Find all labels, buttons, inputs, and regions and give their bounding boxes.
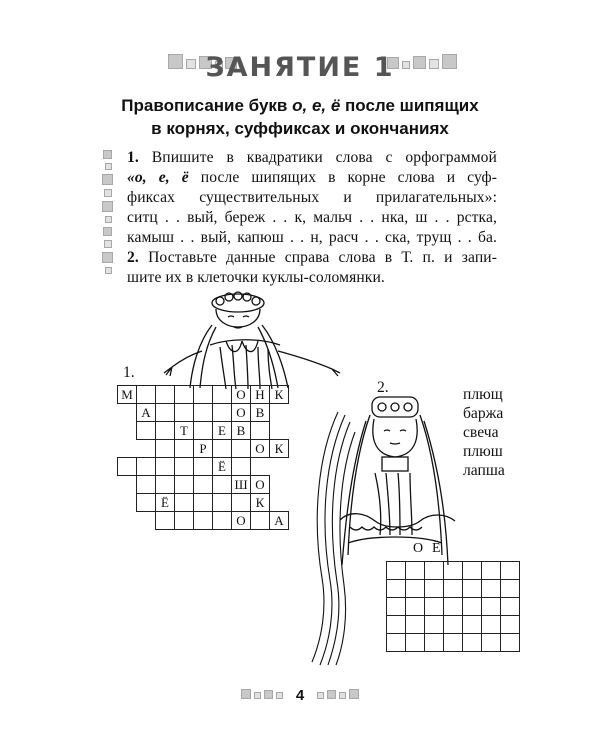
grid-cell[interactable] [156, 422, 175, 440]
grid-cell[interactable] [425, 580, 444, 598]
grid-cell[interactable] [463, 634, 482, 652]
grid-cell[interactable] [213, 404, 232, 422]
grid-cell[interactable] [213, 440, 232, 458]
grid-cell[interactable] [194, 476, 213, 494]
grid-cell[interactable]: К [270, 386, 289, 404]
grid-cell[interactable] [175, 440, 194, 458]
lesson-title: ЗАНЯТИЕ 1 [205, 52, 395, 83]
grid-cell[interactable]: О [232, 386, 251, 404]
word-item: лапша [463, 462, 505, 479]
grid-row [387, 616, 520, 634]
task2-line1 [127, 248, 497, 268]
grid-row [118, 404, 289, 422]
grid-gap [270, 494, 289, 512]
task1-line4: ситц . . вый, береж . . к, мальч . . нка, ш . . рстка, [127, 209, 497, 226]
grid-gap [270, 422, 289, 440]
grid-row [387, 598, 520, 616]
straw-doll-illustration-1 [150, 283, 350, 393]
grid-cell[interactable] [463, 580, 482, 598]
puzzle1-label: 1. [123, 364, 135, 381]
grid-cell[interactable] [444, 616, 463, 634]
grid-row [118, 440, 289, 458]
grid-cell[interactable] [137, 458, 156, 476]
grid-cell[interactable] [194, 512, 213, 530]
task1-text: после шипящих в корне слова и суф- [200, 169, 497, 186]
grid-cell[interactable] [137, 422, 156, 440]
puzzle1-grid [117, 385, 289, 530]
grid-cell[interactable] [156, 458, 175, 476]
task2-text: Поставьте данные справа слова в Т. п. и запи- [148, 249, 497, 266]
grid-cell[interactable] [137, 476, 156, 494]
grid-cell[interactable] [444, 562, 463, 580]
grid-row [387, 562, 520, 580]
grid-cell[interactable] [213, 386, 232, 404]
word-item: свеча [463, 424, 499, 441]
grid-cell[interactable]: Н [251, 386, 270, 404]
task1-quote-letters: «о, е, ё [127, 169, 189, 186]
grid-cell[interactable]: О [232, 404, 251, 422]
grid-cell[interactable]: Ё [156, 494, 175, 512]
grid-cell[interactable] [463, 616, 482, 634]
subtitle-prefix: Правописание букв [121, 96, 293, 115]
grid-cell[interactable]: К [251, 494, 270, 512]
grid-cell[interactable] [406, 616, 425, 634]
grid-cell[interactable] [482, 580, 501, 598]
grid-cell[interactable] [463, 598, 482, 616]
grid-cell[interactable] [194, 458, 213, 476]
grid-row [118, 422, 289, 440]
grid-cell[interactable] [118, 458, 137, 476]
grid-cell[interactable] [213, 476, 232, 494]
grid-cell[interactable]: В [232, 422, 251, 440]
task1-line1 [127, 148, 497, 168]
grid-cell[interactable] [137, 386, 156, 404]
grid-gap [137, 440, 156, 458]
grid-cell[interactable] [156, 386, 175, 404]
grid-cell[interactable] [501, 562, 520, 580]
grid-row [387, 580, 520, 598]
lesson-subtitle-line2: в корнях, суффиксах и окончаниях [151, 119, 449, 138]
grid-gap [118, 422, 137, 440]
grid-cell[interactable] [482, 634, 501, 652]
grid-cell[interactable]: Е [213, 422, 232, 440]
grid-cell[interactable] [251, 512, 270, 530]
puzzle2-header-o: О [413, 541, 424, 556]
grid-cell[interactable] [406, 634, 425, 652]
grid-cell[interactable] [175, 458, 194, 476]
grid-cell[interactable]: О [232, 512, 251, 530]
task2-number: 2. [127, 249, 139, 266]
grid-cell[interactable] [387, 580, 406, 598]
grid-cell[interactable] [387, 562, 406, 580]
grid-cell[interactable] [194, 404, 213, 422]
grid-gap [270, 476, 289, 494]
grid-gap [270, 458, 289, 476]
grid-gap [118, 494, 137, 512]
grid-cell[interactable] [213, 494, 232, 512]
subtitle-letters: о, е, ё [292, 96, 341, 115]
puzzle2-label: 2. [377, 379, 389, 396]
grid-cell[interactable]: О [251, 440, 270, 458]
word-item: баржа [463, 405, 504, 422]
grid-cell[interactable] [156, 404, 175, 422]
grid-cell[interactable] [406, 598, 425, 616]
page-number: 4 [295, 687, 305, 704]
task1-line2 [127, 168, 497, 188]
grid-cell[interactable] [175, 494, 194, 512]
grid-cell[interactable] [444, 598, 463, 616]
grid-cell[interactable] [232, 440, 251, 458]
grid-gap [251, 458, 270, 476]
grid-row [387, 634, 520, 652]
grid-cell[interactable]: О [251, 476, 270, 494]
puzzle2-header-yo: Ё [432, 541, 441, 556]
grid-cell[interactable] [425, 562, 444, 580]
grid-row [118, 386, 289, 404]
grid-cell[interactable] [232, 458, 251, 476]
grid-row [118, 512, 289, 530]
grid-cell[interactable] [175, 404, 194, 422]
grid-cell[interactable] [501, 598, 520, 616]
grid-cell[interactable]: А [137, 404, 156, 422]
grid-cell[interactable] [406, 580, 425, 598]
grid-cell[interactable] [251, 422, 270, 440]
grid-cell[interactable] [501, 616, 520, 634]
grid-cell[interactable] [175, 512, 194, 530]
word-item: плюш [463, 443, 503, 460]
puzzle2-word-list [463, 385, 505, 480]
grid-cell[interactable] [232, 494, 251, 512]
grid-gap [118, 512, 137, 530]
grid-cell[interactable]: Ё [213, 458, 232, 476]
grid-cell[interactable] [194, 494, 213, 512]
grid-cell[interactable]: В [251, 404, 270, 422]
word-item: плющ [463, 386, 503, 403]
grid-gap [137, 512, 156, 530]
grid-cell[interactable]: Т [175, 422, 194, 440]
task1-line5: камыш . . вый, капюш . . н, расч . . ска, трущ . . ба. [127, 229, 497, 246]
subtitle-suffix: после шипящих [340, 96, 479, 115]
lesson-subtitle-line1 [0, 96, 600, 116]
grid-gap [270, 404, 289, 422]
grid-cell[interactable] [194, 422, 213, 440]
grid-row [118, 458, 289, 476]
grid-cell[interactable] [194, 386, 213, 404]
grid-cell[interactable] [213, 512, 232, 530]
grid-cell[interactable]: М [118, 386, 137, 404]
grid-cell[interactable] [406, 562, 425, 580]
grid-cell[interactable] [425, 616, 444, 634]
grid-cell[interactable] [425, 598, 444, 616]
grid-cell[interactable] [156, 476, 175, 494]
grid-cell[interactable] [444, 634, 463, 652]
task1-text: Впишите в квадратики слова с орфограммой [151, 149, 498, 166]
grid-cell[interactable] [425, 634, 444, 652]
grid-gap [118, 440, 137, 458]
grid-cell[interactable] [156, 440, 175, 458]
grid-cell[interactable] [175, 476, 194, 494]
grid-cell[interactable] [482, 562, 501, 580]
task1-line3: фиксах существительных и прилагательных»: [127, 189, 497, 206]
grid-row [118, 494, 289, 512]
grid-row [118, 476, 289, 494]
grid-cell[interactable]: Ш [232, 476, 251, 494]
grid-cell[interactable]: К [270, 440, 289, 458]
puzzle2-grid [386, 561, 520, 652]
grid-gap [118, 404, 137, 422]
grid-cell[interactable] [387, 634, 406, 652]
grid-cell[interactable] [175, 386, 194, 404]
grid-cell[interactable] [444, 580, 463, 598]
grid-cell[interactable] [501, 580, 520, 598]
grid-cell[interactable] [156, 512, 175, 530]
grid-cell[interactable] [482, 616, 501, 634]
grid-cell[interactable] [463, 562, 482, 580]
grid-cell[interactable] [501, 634, 520, 652]
grid-cell[interactable] [387, 616, 406, 634]
grid-cell[interactable] [387, 598, 406, 616]
grid-cell[interactable] [137, 494, 156, 512]
grid-cell[interactable] [482, 598, 501, 616]
task2-line2: шите их в клеточки куклы-соломянки. [127, 269, 385, 286]
grid-cell[interactable]: А [270, 512, 289, 530]
task1-number: 1. [127, 149, 139, 166]
grid-gap [118, 476, 137, 494]
grid-cell[interactable]: Р [194, 440, 213, 458]
